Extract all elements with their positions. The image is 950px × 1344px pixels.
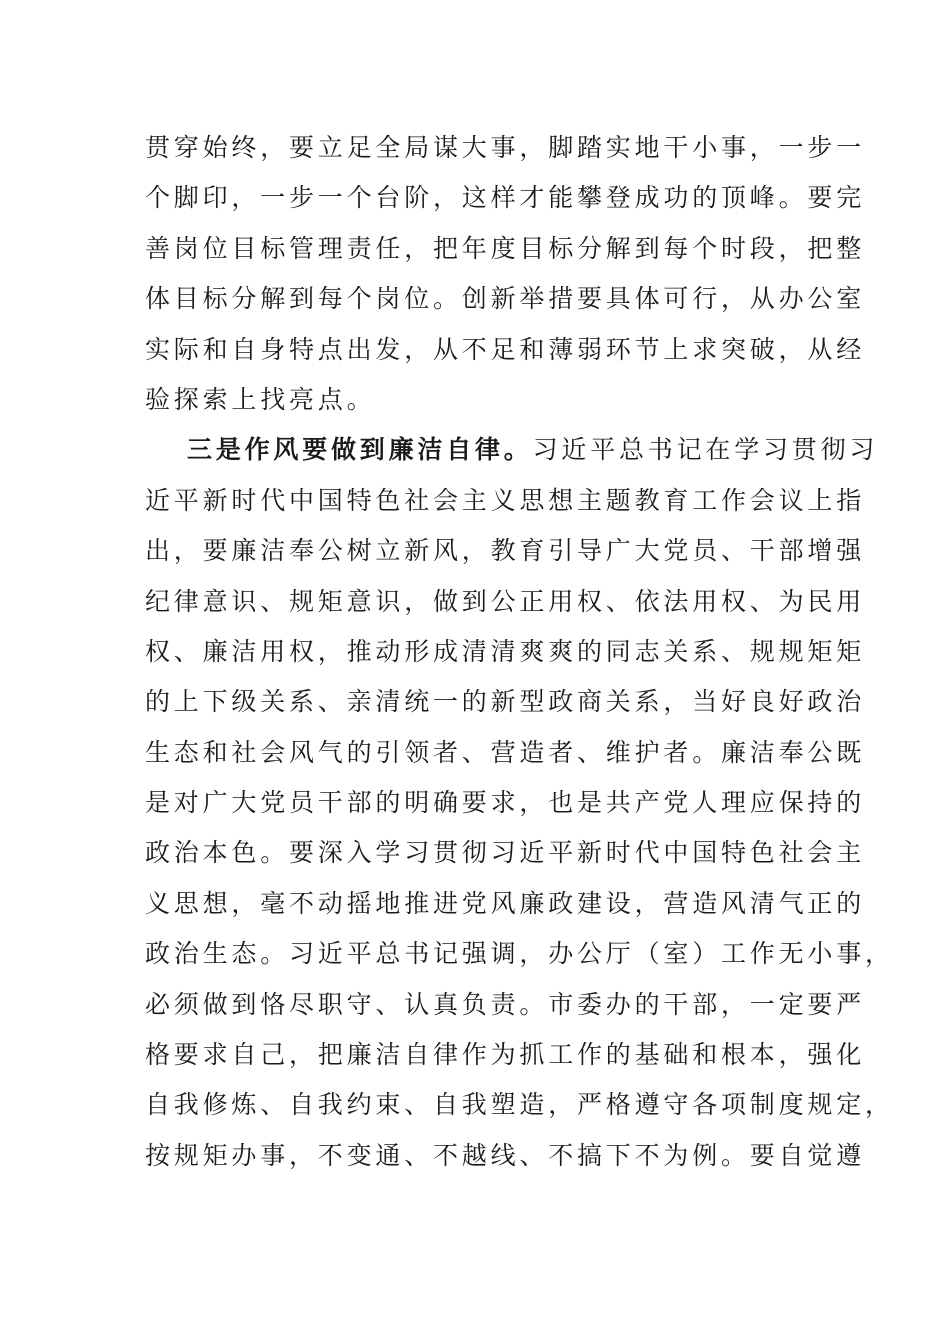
text-line: 实际和自身特点出发，从不足和薄弱环节上求突破，从经 bbox=[145, 334, 866, 364]
text-line: 个脚印，一步一个台阶，这样才能攀登成功的顶峰。要完 bbox=[145, 183, 866, 213]
text-line: 权、廉洁用权，推动形成清清爽爽的同志关系、规规矩矩 bbox=[145, 636, 866, 666]
text-line: 出，要廉洁奉公树立新风，教育引导广大党员、干部增强 bbox=[145, 536, 866, 566]
text-line: 是对广大党员干部的明确要求，也是共产党人理应保持的 bbox=[145, 788, 866, 818]
text-line: 近平新时代中国特色社会主义思想主题教育工作会议上指 bbox=[145, 485, 866, 515]
text-line: 政治生态。习近平总书记强调，办公厅（室）工作无小事， bbox=[145, 939, 894, 969]
text-line: 必须做到恪尽职守、认真负责。市委办的干部，一定要严 bbox=[145, 989, 866, 1019]
paragraph-heading: 三是作风要做到廉洁自律。 bbox=[187, 435, 533, 465]
text-run: 习近平总书记在学习贯彻习 bbox=[532, 435, 879, 465]
text-line: 贯穿始终，要立足全局谋大事，脚踏实地干小事，一步一 bbox=[145, 133, 866, 162]
text-line: 体目标分解到每个岗位。创新举措要具体可行，从办公室 bbox=[145, 284, 866, 314]
paragraph-first-line bbox=[145, 425, 879, 475]
text-line: 善岗位目标管理责任，把年度目标分解到每个时段，把整 bbox=[145, 233, 866, 263]
text-line: 的上下级关系、亲清统一的新型政商关系，当好良好政治 bbox=[145, 687, 866, 717]
text-line: 政治本色。要深入学习贯彻习近平新时代中国特色社会主 bbox=[145, 838, 866, 868]
text-line: 按规矩办事，不变通、不越线、不搞下不为例。要自觉遵 bbox=[145, 1140, 866, 1170]
text-line: 纪律意识、规矩意识，做到公正用权、依法用权、为民用 bbox=[145, 586, 866, 616]
text-line: 验探索上找亮点。 bbox=[145, 384, 376, 414]
paragraph-1 bbox=[145, 123, 866, 425]
paragraph-2 bbox=[145, 425, 894, 1181]
text-line: 生态和社会风气的引领者、营造者、维护者。廉洁奉公既 bbox=[145, 737, 866, 767]
text-line: 义思想，毫不动摇地推进党风廉政建设，营造风清气正的 bbox=[145, 888, 866, 918]
text-line: 自我修炼、自我约束、自我塑造，严格遵守各项制度规定， bbox=[145, 1090, 894, 1120]
body-text bbox=[145, 123, 894, 1181]
text-line: 格要求自己，把廉洁自律作为抓工作的基础和根本，强化 bbox=[145, 1040, 866, 1070]
